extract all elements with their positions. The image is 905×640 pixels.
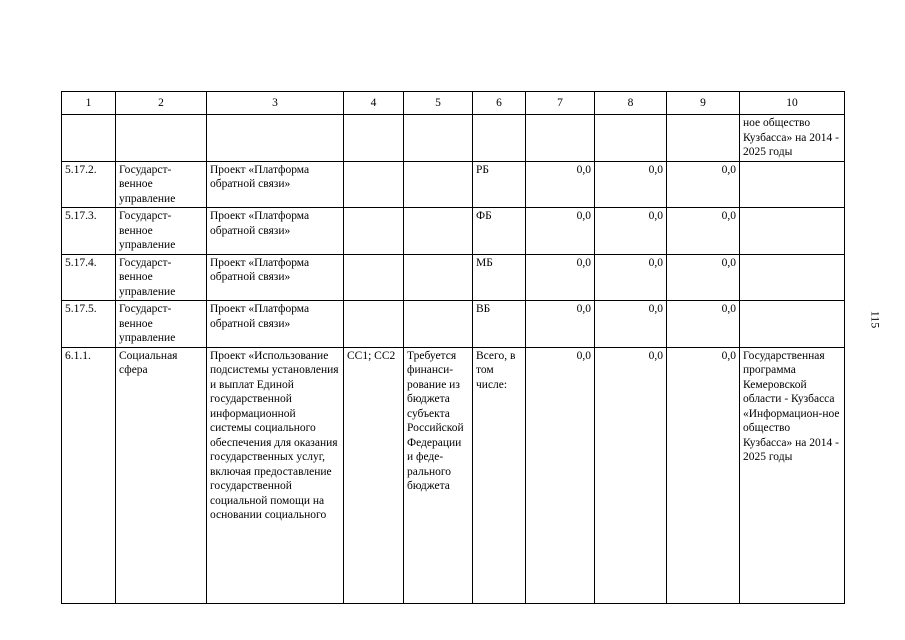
code-cell: 5.17.2. — [62, 161, 116, 208]
column-header: 1 — [62, 92, 116, 115]
col4-cell: СС1; СС2 — [344, 347, 404, 603]
col5-cell — [404, 208, 473, 255]
program-cell: ное общество Кузбасса» на 2014 - 2025 годы — [740, 115, 845, 162]
value-cell: 0,0 — [667, 301, 740, 348]
col5-cell — [404, 301, 473, 348]
table-row — [62, 161, 845, 208]
header-row — [62, 92, 845, 115]
sphere-cell: Государст-венное управление — [116, 254, 207, 301]
col4-cell — [344, 301, 404, 348]
project-cell: Проект «Платформа обратной связи» — [207, 301, 344, 348]
col5-cell: Требуется финанси-рование из бюджета субъекта Российской Федерации и феде-рального бюджета — [404, 347, 473, 603]
value-cell: 0,0 — [595, 347, 667, 603]
value-cell: 0,0 — [667, 254, 740, 301]
value-cell: 0,0 — [526, 208, 595, 255]
value-cell: 0,0 — [526, 254, 595, 301]
code-cell: 5.17.5. — [62, 301, 116, 348]
code-cell: 5.17.3. — [62, 208, 116, 255]
column-header: 4 — [344, 92, 404, 115]
table-row — [62, 347, 845, 603]
col5-cell — [404, 254, 473, 301]
program-cell — [740, 254, 845, 301]
table-row — [62, 208, 845, 255]
sphere-cell: Государст-венное управление — [116, 301, 207, 348]
continuation-row — [62, 115, 845, 162]
project-cell — [207, 347, 344, 603]
col4-cell — [344, 208, 404, 255]
table-row — [62, 254, 845, 301]
value-cell: 0,0 — [526, 161, 595, 208]
project-cell: Проект «Платформа обратной связи» — [207, 161, 344, 208]
column-header: 9 — [667, 92, 740, 115]
source-cell: ВБ — [473, 301, 526, 348]
column-header: 3 — [207, 92, 344, 115]
col5-cell — [404, 161, 473, 208]
source-cell: МБ — [473, 254, 526, 301]
sphere-cell: Социальная сфера — [116, 347, 207, 603]
program-cell — [740, 208, 845, 255]
program-cell: Государственная программа Кемеровской области - Кузбасса «Информацион-ное общество Кузбасса» на 2014 - 2025 годы — [740, 347, 845, 603]
project-cell: Проект «Платформа обратной связи» — [207, 254, 344, 301]
column-header: 7 — [526, 92, 595, 115]
column-header: 2 — [116, 92, 207, 115]
code-cell: 6.1.1. — [62, 347, 116, 603]
col4-cell — [344, 161, 404, 208]
value-cell: 0,0 — [667, 347, 740, 603]
table-row — [62, 301, 845, 348]
code-cell: 5.17.4. — [62, 254, 116, 301]
col4-cell — [344, 254, 404, 301]
column-header: 8 — [595, 92, 667, 115]
program-cell — [740, 301, 845, 348]
program-cell — [740, 161, 845, 208]
sphere-cell: Государст-венное управление — [116, 208, 207, 255]
project-cell: Проект «Платформа обратной связи» — [207, 208, 344, 255]
source-cell: РБ — [473, 161, 526, 208]
column-header: 6 — [473, 92, 526, 115]
column-header: 10 — [740, 92, 845, 115]
column-header: 5 — [404, 92, 473, 115]
page-number: 115 — [868, 310, 883, 329]
value-cell: 0,0 — [595, 301, 667, 348]
value-cell: 0,0 — [526, 347, 595, 603]
value-cell: 0,0 — [667, 161, 740, 208]
value-cell: 0,0 — [526, 301, 595, 348]
project-text: Проект «Использование подсистемы установления и выплат Единой государственной информационной системы социального обеспечения для оказания государственных услуг, включая предоставление государственной социальной помощи на основании социального — [210, 349, 339, 521]
sphere-cell: Государст-венное управление — [116, 161, 207, 208]
value-cell: 0,0 — [595, 208, 667, 255]
source-cell: ФБ — [473, 208, 526, 255]
value-cell: 0,0 — [595, 161, 667, 208]
source-cell: Всего, в том числе: — [473, 347, 526, 603]
value-cell: 0,0 — [667, 208, 740, 255]
value-cell: 0,0 — [595, 254, 667, 301]
budget-table — [61, 91, 845, 604]
